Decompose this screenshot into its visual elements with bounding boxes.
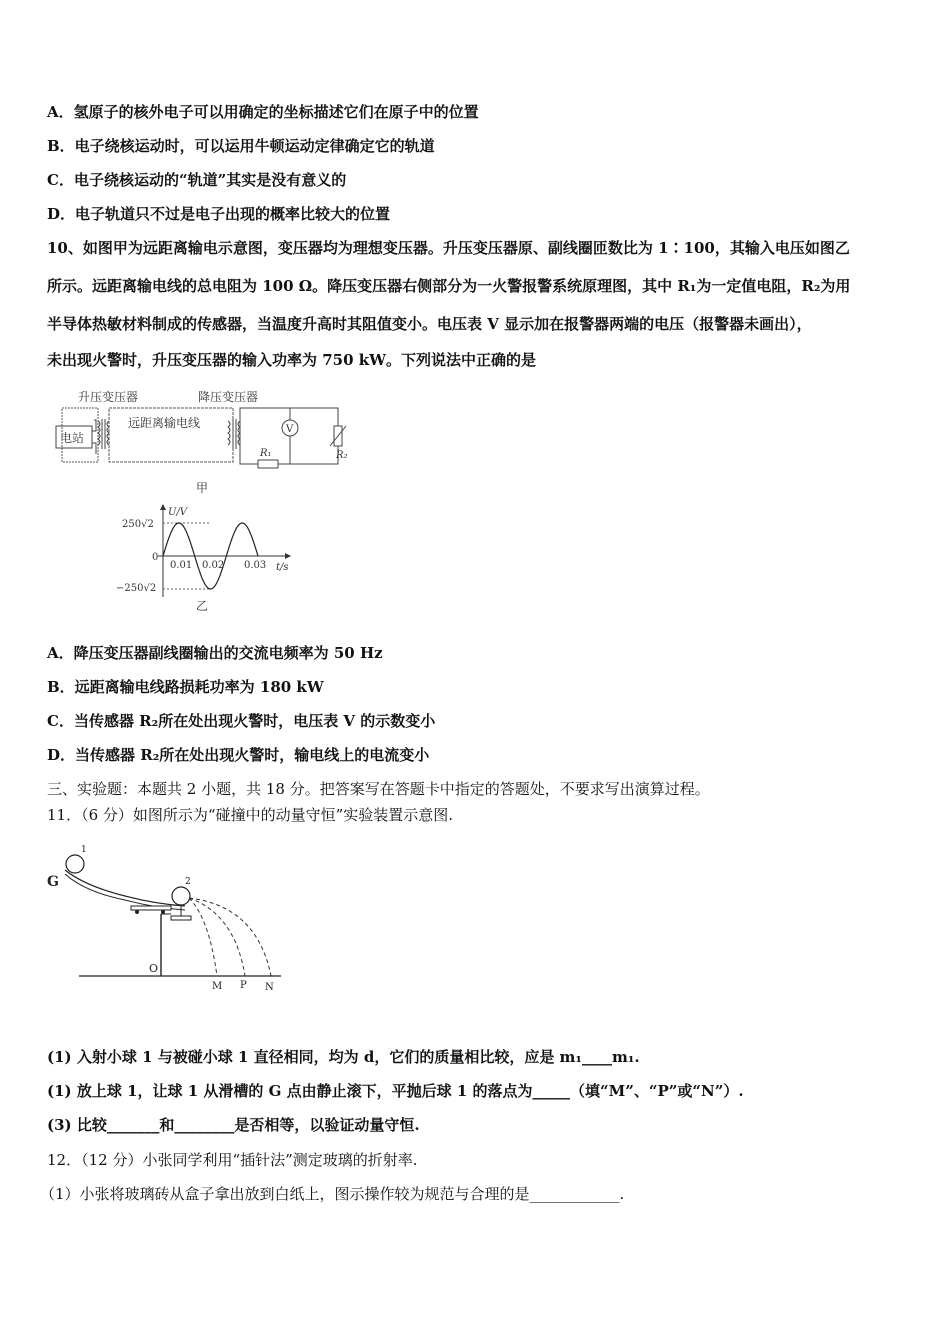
figure-yi-caption: 乙 [196, 599, 209, 613]
figure-jia-caption: 甲 [196, 481, 209, 495]
r2-label: R₂ [336, 450, 348, 461]
point-p-label: P [240, 980, 247, 991]
q9-option-d: D．电子轨道只不过是电子出现的概率比较大的位置 [47, 205, 391, 223]
point-m-label: M [212, 981, 223, 992]
q10-option-b: B．远距离输电线路损耗功率为 180 kW [47, 678, 324, 696]
q10-option-a: A．降压变压器副线圈输出的交流电频率为 50 Hz [47, 644, 383, 662]
y-max-label: 250√2 [122, 519, 154, 530]
ball-2-support [171, 916, 191, 920]
step-down-label: 降压变压器 [198, 390, 259, 404]
track-clamp [131, 906, 171, 910]
ball-2-label: 2 [185, 877, 191, 887]
q9-option-a: A．氢原子的核外电子可以用确定的坐标描述它们在原子中的位置 [47, 103, 479, 121]
point-o-label: O [149, 962, 159, 975]
figure-yi-voltage-graph [110, 502, 300, 614]
tick-0-01: 0.01 [170, 560, 193, 571]
q10-option-d: D．当传感器 R₂所在处出现火警时，输电线上的电流变小 [47, 746, 430, 764]
r1-label: R₁ [260, 448, 272, 459]
step-down-primary-coil [228, 421, 230, 445]
q11-stem: 11．（6 分）如图所示为“碰撞中的动量守恒”实验装置示意图. [47, 806, 454, 824]
q11-part-2: (1) 放上球 1，让球 1 从滑槽的 G 点由静止滚下，平抛后球 1 的落点为_____（填“M”、“P”或“N”）. [47, 1082, 744, 1100]
resistor-r1 [258, 460, 278, 468]
q10-stem-line2: 所示。远距离输电线的总电阻为 100 Ω。降压变压器右侧部分为一火警报警系统原理图，其中 R₁为一定值电阻，R₂为用 [47, 277, 851, 295]
q9-option-c: C．电子绕核运动的“轨道”其实是没有意义的 [47, 171, 347, 189]
q12-stem: 12．（12 分）小张同学利用“插针法”测定玻璃的折射率. [47, 1151, 418, 1169]
step-up-label: 升压变压器 [78, 390, 139, 404]
tick-0-02: 0.02 [202, 560, 225, 571]
tick-0-03: 0.03 [244, 560, 267, 571]
point-g-label: G [47, 874, 59, 890]
transmission-line-label: 远距离输电线 [128, 416, 201, 430]
origin-label: 0 [152, 552, 159, 563]
figure-jia-circuit [48, 386, 368, 496]
power-station-label: 电站 [60, 431, 85, 445]
y-min-label: −250√2 [116, 583, 157, 594]
q12-part-1: （1）小张将玻璃砖从盒子拿出放到白纸上，图示操作较为规范与合理的是____________. [40, 1185, 625, 1203]
q10-stem-line4: 未出现火警时，升压变压器的输入功率为 750 kW。下列说法中正确的是 [47, 351, 536, 369]
ball-1 [66, 855, 84, 873]
q10-stem-line3: 半导体热敏材料制成的传感器，当温度升高时其阻值变小。电压表 V 显示加在报警器两端的电压（报警器未画出）， [47, 315, 812, 333]
q9-option-b: B．电子绕核运动时，可以运用牛顿运动定律确定它的轨道 [47, 137, 435, 155]
voltmeter-label: V [286, 424, 294, 435]
q11-part-3: (3) 比较_______和________是否相等，以验证动量守恒. [47, 1116, 420, 1134]
point-n-label: N [265, 982, 274, 993]
y-axis-label: U/V [168, 507, 188, 518]
slide-track [65, 870, 185, 906]
ball-1-label: 1 [81, 845, 87, 855]
section-3-heading: 三、实验题：本题共 2 小题，共 18 分。把答案写在答题卡中指定的答题处，不要求写出演算过程。 [47, 780, 710, 798]
figure-collision-apparatus [45, 840, 285, 995]
x-axis-label: t/s [276, 562, 289, 573]
ball-2 [172, 887, 190, 905]
q11-part-1: (1) 入射小球 1 与被碰小球 1 直径相同，均为 d，它们的质量相比较，应是 m₁____m₁. [47, 1048, 640, 1066]
q10-option-c: C．当传感器 R₂所在处出现火警时，电压表 V 的示数变小 [47, 712, 436, 730]
q10-stem-line1: 10、如图甲为远距离输电示意图，变压器均为理想变压器。升压变压器原、副线圈匝数比为 1∶100，其输入电压如图乙 [47, 239, 850, 257]
